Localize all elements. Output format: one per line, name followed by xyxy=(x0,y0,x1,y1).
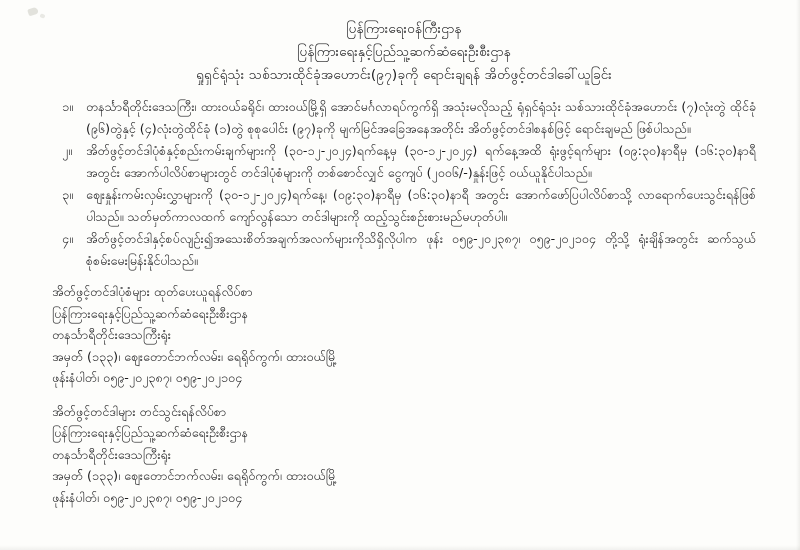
address-block-submission xyxy=(52,401,756,509)
paragraph-number: ၄။ xyxy=(62,231,73,246)
paragraph-1 xyxy=(52,96,756,139)
address-phone-line: ဖုန်းနံပါတ်၊ ၀၅၉-၂၀၂၃၈၇၊ ၀၅၉-၂၀၂၁၀၄ xyxy=(52,489,243,505)
address-line: အမှတ်် (၁၃၃)၊ ဈေးတောင်ဘက်လမ်း၊ ရေရိုဝ်ကွက်၊ ထားဝယ်မြို့ xyxy=(52,468,338,483)
paragraph-3 xyxy=(52,184,756,227)
document-heading xyxy=(52,18,756,86)
ministry-name: ပြန်ကြားရေးဝန်ကြီးဌာန xyxy=(346,21,462,37)
paragraph-text: တနင်္သာရီတိုင်းဒေသကြီး၊ ထားဝယ်ခရိုင်၊ ထားဝယ်မြို့ရှိ အောင်မင်္ဂလာရပ်ကွက်ရှိ အသုံးမလိုသည့် ရုံရှင်ရုံသုံး သစ်သားထိုင်ခုံအဟောင်း (၇)လုံးတွဲ ထိုင်ခုံ (၉၆)တွဲနှင့် (၄)လုံးတွဲထိုင်ခုံ (၁)တွဲ စုစုပေါင်း (၉၇)ခုကို မျက်မြင်အခြေအနေအတိုင်း အိတ်ဖွင့်တင်ဒါစနစ်ဖြင့် ရောင်းချမည် ဖြစ်ပါသည်။ xyxy=(86,99,756,136)
address-line: ပြန်ကြားရေးနှင့်ပြည်သူ့ဆက်ဆံရေးဦးစီးဌာန xyxy=(52,425,249,440)
page-edge-shadow xyxy=(796,0,800,550)
document-title: ရှုရှင်ရုံသုံး သစ်သားထိုင်ခုံအဟောင်း(၉၇)ခုကို ရောင်းချရန် အိတ်ဖွင့်တင်ဒါခေါ်ယူခြင်း xyxy=(196,67,612,83)
address-line: အမှတ်် (၁၃၃)၊ ဈေးတောင်ဘက်လမ်း၊ ရေရိုဝ်ကွက်၊ ထားဝယ်မြို့ xyxy=(52,348,338,364)
document-body xyxy=(52,96,756,271)
address-line: တနင်္သာရီတိုင်းဒေသကြီးရုံး xyxy=(52,446,171,462)
address-block-title: အိတ်ဖွင့်တင်ဒါများ တင်သွင်းရန်လိပ်စာ xyxy=(52,403,227,419)
paragraph-4 xyxy=(52,228,756,271)
paragraph-number: ၃။ xyxy=(62,187,73,202)
scan-artifact-icon xyxy=(27,7,39,17)
paragraph-number: ၁။ xyxy=(62,99,73,114)
page-edge-shadow xyxy=(0,545,800,550)
address-phone-line: ဖုန်းနံပါတ်၊ ၀၅၉-၂၀၂၃၈၇၊ ၀၅၉-၂၀၂၁၀၄ xyxy=(52,370,243,385)
paragraph-text: အိတ်ဖွင့်တင်ဒါနှင့်စပ်လျဉ်း၍အသေးစိတ်အချက်အလက်များကိုသိရှိလိုပါက ဖုန်း ၀၅၉-၂၀၂၃၈၇၊ ၀၅၉-၂၀၂၁၀၄ တို့သို့ ရုံးချိန်အတွင်း ဆက်သွယ်စုံစမ်းမေးမြန်းနိုင်ပါသည်။ xyxy=(86,231,756,268)
address-line: တနင်္သာရီတိုင်းဒေသကြီးရုံး xyxy=(52,327,171,342)
paragraph-text: အိတ်ဖွင့်တင်ဒါပုံစံနှင့်စည်းကမ်းချက်များကို (၃၀-၁၂-၂၀၂၄)ရက်နေ့မှ (၃၀-၁၂-၂၀၂၄) ရက်နေ့အထိ ရုံးဖွင့်ရက်များ (၀၉:၃၀)နာရီမှ (၁၆:၃၀)နာရီအတွင်း အောက်ပါလိပ်စာများတွင် တင်ဒါပုံစံများကို တစ်စောင်လျှင် ငွေကျပ် (၂၀၀၆/-)နှုန်းဖြင့် ဝယ်ယူနိုင်ပါသည်။ xyxy=(86,143,756,180)
scan-artifact-icon xyxy=(39,13,45,19)
address-block-purchase xyxy=(52,281,756,389)
address-block-title: အိတ်ဖွင့်တင်ဒါပုံစံများ ထုတ်ပေးယူရန်လိပ်စာ xyxy=(52,284,253,299)
department-name: ပြန်ကြားရေးနှင့်ပြည်သူ့ဆက်ဆံရေးဦးစီးဌာန xyxy=(297,44,511,60)
paragraph-2 xyxy=(52,140,756,183)
paragraph-number: ၂။ xyxy=(62,143,72,158)
paragraph-text: ဈေးနှုန်းကမ်းလှမ်းလွှာများကို (၃၀-၁၂-၂၀၂၄)ရက်နေ့၊ (၀၉:၃၀)နာရီမှ (၁၆:၃၀)နာရီ အတွင်း အောက်ဖော်ပြပါလိပ်စာသို့ လာရောက်ပေးသွင်းရန်ဖြစ်ပါသည်။ သတ်မှတ်ကာလထက် ကျော်လွန်သော တင်ဒါများကို ထည့်သွင်းစဉ်းစားမည်မဟုတ်ပါ။ xyxy=(86,187,756,224)
address-line: ပြန်ကြားရေးနှင့်ပြည်သူ့ဆက်ဆံရေးဦးစီးဌာန xyxy=(52,305,249,321)
